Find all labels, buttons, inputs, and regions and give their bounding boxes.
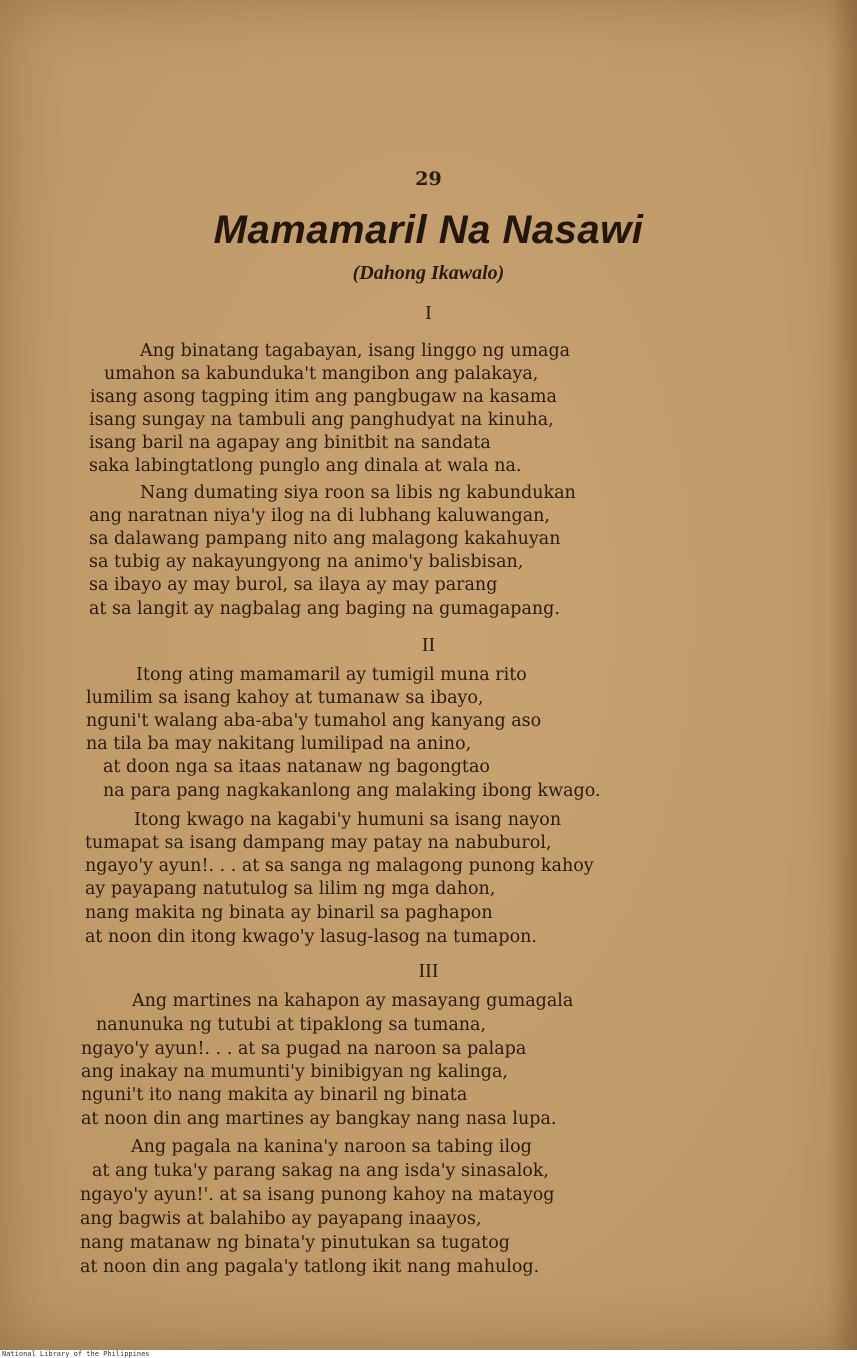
poem-line: isang asong tagping itim ang pangbugaw na kasama [90,387,557,407]
poem-line: at doon nga sa itaas natanaw ng bagongtao [103,757,490,777]
poem-line: nang makita ng binata ay binaril sa paghapon [85,903,493,923]
poem-line: at noon din ang martines ay bangkay nang nasa lupa. [81,1109,557,1129]
poem-line: nang matanaw ng binata'y pinutukan sa tugatog [80,1233,510,1253]
poem-line: Itong ating mamamaril ay tumigil muna rito [136,665,527,685]
poem-line: at noon din itong kwago'y lasug-lasog na tumapon. [85,927,537,947]
poem-title: Mamamaril Na Nasawi [213,208,644,252]
poem-line: na tila ba may nakitang lumilipad na anino, [86,734,472,754]
poem-line: at ang tuka'y parang sakag na ang isda'y sinasalok, [92,1161,549,1181]
poem-line: na para pang nagkakanlong ang malaking ibong kwago. [103,781,601,801]
poem-line: umahon sa kabunduka't mangibon ang palakaya, [104,364,539,384]
poem-line: nguni't walang aba-aba'y tumahol ang kanyang aso [86,711,542,731]
page-edge-shadow [829,0,857,1350]
poem-line: lumilim sa isang kahoy at tumanaw sa ibayo, [86,688,484,708]
poem-line: sa tubig ay nakayungyong na animo'y balisbisan, [89,552,524,572]
poem-line: isang baril na agapay ang binitbit na sandata [89,433,491,453]
poem-line: isang sungay na tambuli ang panghudyat na kinuha, [89,410,554,430]
poem-line: nguni't ito nang makita ay binaril ng binata [81,1085,468,1105]
poem-line: Ang pagala na kanina'y naroon sa tabing ilog [131,1137,532,1157]
poem-line: Itong kwago na kagabi'y humuni sa isang nayon [134,810,562,830]
poem-line: ang inakay na mumunti'y binibigyan ng kalinga, [81,1062,508,1082]
poem-line: nanunuka ng tutubi at tipaklong sa tumana, [96,1015,487,1035]
page-number: 29 [415,168,442,190]
poem-line: Ang binatang tagabayan, isang linggo ng umaga [140,341,571,361]
stanza-number: II [421,634,436,656]
poem-line: at sa langit ay nagbalag ang baging na gumagapang. [89,599,560,619]
poem-line: ngayo'y ayun!. . . at sa pugad na naroon sa palapa [81,1039,527,1059]
footer-credit: National Library of the Philippines [2,1350,150,1358]
poem-subtitle: (Dahong Ikawalo) [352,262,505,284]
poem-line: tumapat sa isang dampang may patay na nabuburol, [85,833,552,853]
poem-line: saka labingtatlong punglo ang dinala at wala na. [89,456,522,476]
stanza-number: I [425,302,432,324]
poem-line: ngayo'y ayun!. . . at sa sanga ng malagong punong kahoy [85,856,594,876]
poem-line: Ang martines na kahapon ay masayang gumagala [132,991,574,1011]
poem-line: ay payapang natutulog sa lilim ng mga dahon, [85,879,496,899]
poem-line: ngayo'y ayun!'. at sa isang punong kahoy na matayog [80,1185,555,1205]
poem-line: at noon din ang pagala'y tatlong ikit nang mahulog. [80,1257,540,1277]
poem-line: ang naratnan niya'y ilog na di lubhang kaluwangan, [89,506,550,526]
poem-line: ang bagwis at balahibo ay payapang inaayos, [80,1209,482,1229]
poem-line: Nang dumating siya roon sa libis ng kabundukan [140,483,576,503]
stanza-number: III [418,960,439,982]
poem-line: sa dalawang pampang nito ang malagong kakahuyan [89,529,561,549]
poem-line: sa ibayo ay may burol, sa ilaya ay may parang [89,575,498,595]
